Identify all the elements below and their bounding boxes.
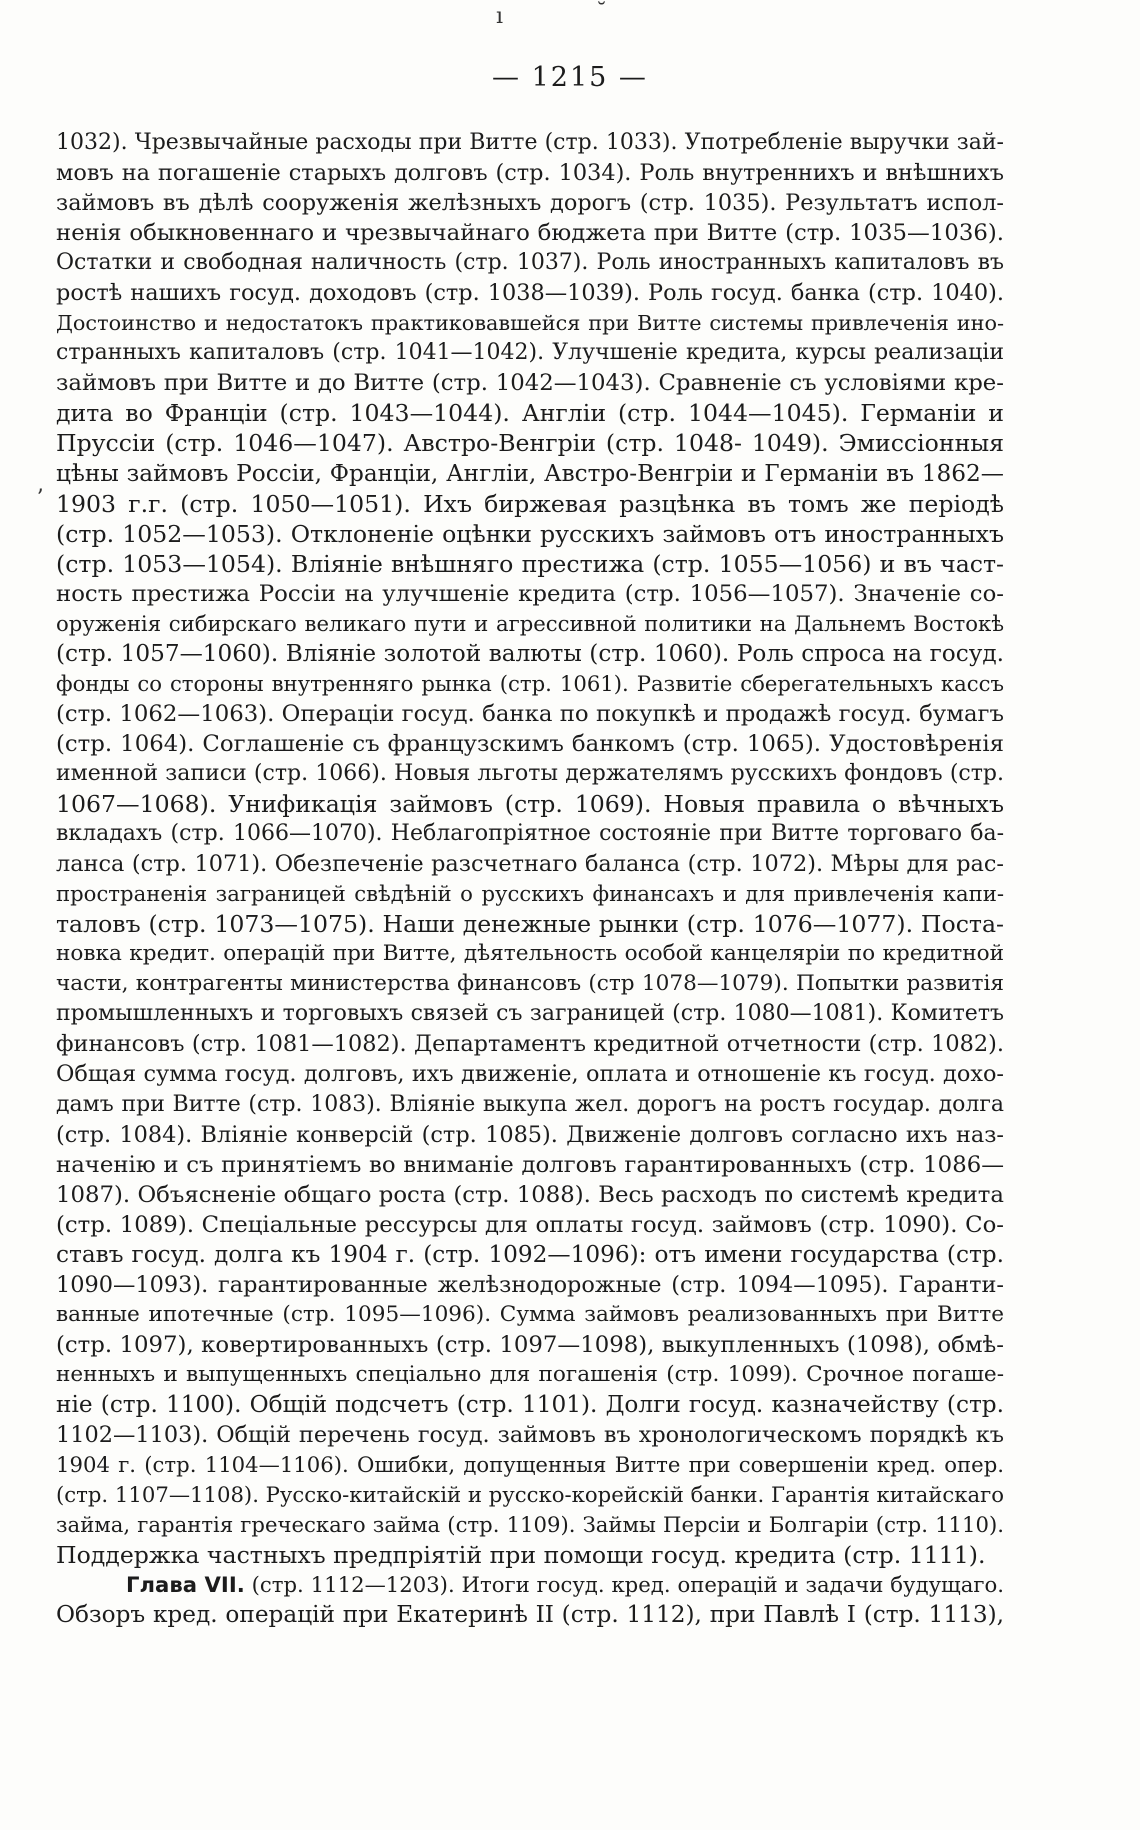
chapter-heading-line [56, 1570, 1004, 1600]
text-line: (стр. 1107—1108). Русско-китайскій и русско-корейскій банки. Гарантія китайскаго [56, 1482, 1004, 1508]
text-line: ность престижа Россіи на улучшеніе кредита (стр. 1056—1057). Значеніе со- [56, 580, 1004, 607]
text-line: 1067—1068). Унификація займовъ (стр. 1069). Новыя правила о вѣчныхъ [56, 790, 1004, 819]
text-line: таловъ (стр. 1073—1075). Наши денежные рынки (стр. 1076—1077). Поста- [56, 910, 1004, 939]
text-line: Общая сумма госуд. долговъ, ихъ движеніе, оплата и отношеніе къ госуд. дохо- [56, 1061, 1004, 1088]
text-line: ставъ госуд. долга къ 1904 г. (стр. 1092—1096): отъ имени государства (стр. [56, 1240, 1004, 1268]
text-line: (стр. 1089). Спеціальные рессурсы для оплаты госуд. займовъ (стр. 1090). Со- [56, 1211, 1004, 1238]
text-line: части, контрагенты министерства финансовъ (стр 1078—1079). Попытки развитія [56, 971, 1004, 997]
text-line: (стр. 1062—1063). Операціи госуд. банка по покупкѣ и продажѣ госуд. бумагъ [56, 700, 1004, 727]
ink-speck: ˘ [596, 0, 607, 25]
text-line: (стр. 1064). Соглашеніе съ французскимъ банкомъ (стр. 1065). Удостовѣренія [56, 730, 1004, 757]
text-line: (стр. 1053—1054). Вліяніе внѣшняго престижа (стр. 1055—1056) и въ част- [56, 549, 1004, 578]
text-line: именной записи (стр. 1066). Новыя льготы держателямъ русскихъ фондовъ (стр. [56, 760, 1004, 786]
text-line: Остатки и свободная наличность (стр. 1037). Роль иностранныхъ капиталовъ въ [56, 250, 1004, 276]
text-line: странныхъ капиталовъ (стр. 1041—1042). Улучшеніе кредита, курсы реализаціи [56, 340, 1004, 366]
text-line: наченію и съ принятіемъ во вниманіе долговъ гарантированныхъ (стр. 1086— [56, 1151, 1004, 1178]
text-line: новка кредит. операцій при Витте, дѣятельность особой канцеляріи по кредитной [56, 941, 1004, 967]
text-line: цѣны займовъ Россіи, Франціи, Англіи, Австро-Венгріи и Германіи въ 1862— [56, 459, 1004, 487]
text-line: ланса (стр. 1071). Обезпеченіе разсчетнаго баланса (стр. 1072). Мѣры для рас- [56, 851, 1004, 878]
text-line: займовъ при Витте и до Витте (стр. 1042—1043). Сравненіе съ условіями кре- [56, 370, 1004, 397]
text-line: займовъ въ дѣлѣ сооруженія желѣзныхъ дорогъ (стр. 1035). Результатъ испол- [56, 190, 1004, 217]
text-line: ненныхъ и выпущенныхъ спеціально для погашенія (стр. 1099). Срочное погаше- [56, 1361, 1004, 1387]
text-line: (стр. 1057—1060). Вліяніе золотой валюты (стр. 1060). Роль спроса на госуд. [56, 639, 1004, 667]
text-line: ростѣ нашихъ госуд. доходовъ (стр. 1038—1039). Роль госуд. банка (стр. 1040). [56, 280, 1004, 307]
text-line: 1032). Чрезвычайные расходы при Витте (стр. 1033). Употребленіе выручки зай- [56, 130, 1004, 155]
text-line: 1904 г. (стр. 1104—1106). Ошибки, допущенныя Витте при совершеніи кред. опер. [56, 1452, 1004, 1478]
text-line: (стр. 1052—1053). Отклоненіе оцѣнки русскихъ займовъ отъ иностранныхъ [56, 519, 1004, 548]
text-line: ванные ипотечные (стр. 1095—1096). Сумма займовъ реализованныхъ при Витте [56, 1301, 1004, 1327]
ink-speck: ı [496, 4, 504, 29]
text-line: 1903 г.г. (стр. 1050—1051). Ихъ биржевая разцѣнка въ томъ же періодѣ [56, 489, 1004, 518]
text-line: пространенія заграницей свѣдѣній о русскихъ финансахъ и для привлеченія капи- [56, 881, 1004, 907]
text-line: займа, гарантія греческаго займа (стр. 1109). Займы Персіи и Болгаріи (стр. 1110). [56, 1512, 1004, 1538]
text-line: ненія обыкновеннаго и чрезвычайнаго бюджета при Витте (стр. 1035—1036). [56, 220, 1004, 247]
text-line: вкладахъ (стр. 1066—1070). Неблагопріятное состояніе при Витте торговаго ба- [56, 821, 1004, 847]
text-line: Достоинство и недостатокъ практиковавшейся при Витте системы привлеченія ино- [56, 311, 1004, 336]
text-line: промышленныхъ и торговыхъ связей съ заграницей (стр. 1080—1081). Комитетъ [56, 1001, 1004, 1027]
text-line-paragraph-end: Поддержка частныхъ предпріятій при помощи госуд. кредита (стр. 1111). [56, 1541, 986, 1570]
text-line: (стр. 1084). Вліяніе конверсій (стр. 1085). Движеніе долговъ согласно ихъ наз- [56, 1121, 1004, 1148]
text-line: 1087). Объясненіе общаго роста (стр. 1088). Весь расходъ по системѣ кредита [56, 1181, 1004, 1208]
text-line: оруженія сибирскаго великаго пути и агрессивной политики на Дальнемъ Востокѣ [56, 610, 1004, 636]
chapter-heading-text: (стр. 1112—1203). Итоги госуд. кред. операцій и задачи будущаго. [251, 1572, 1004, 1598]
text-line: Пруссіи (стр. 1046—1047). Австро-Венгріи (стр. 1048- 1049). Эмиссіонныя [56, 429, 1004, 458]
text-line: дита во Франціи (стр. 1043—1044). Англіи (стр. 1044—1045). Германіи и [56, 399, 1004, 428]
chapter-label: Глава VII. [126, 1572, 245, 1598]
text-line: ніе (стр. 1100). Общій подсчетъ (стр. 1101). Долги госуд. казначейству (стр. [56, 1390, 1004, 1418]
text-line: 1102—1103). Общій перечень госуд. займовъ въ хронологическомъ порядкѣ къ [56, 1422, 1004, 1449]
text-line: дамъ при Витте (стр. 1083). Вліяніе выкупа жел. дорогъ на ростъ государ. долга [56, 1091, 1004, 1117]
page-number: — 1215 — [492, 62, 648, 93]
page-body [56, 128, 1004, 1630]
text-line: финансовъ (стр. 1081—1082). Департаментъ кредитной отчетности (стр. 1082). [56, 1031, 1004, 1058]
text-line: Обзоръ кред. операцій при Екатеринѣ II (стр. 1112), при Павлѣ I (стр. 1113), [56, 1601, 1004, 1629]
text-line: мовъ на погашеніе старыхъ долговъ (стр. 1034). Роль внутреннихъ и внѣшнихъ [56, 160, 1004, 187]
text-line: 1090—1093). гарантированные желѣзнодорожные (стр. 1094—1095). Гаранти- [56, 1271, 1004, 1298]
text-line: (стр. 1097), ковертированныхъ (стр. 1097—1098), выкупленныхъ (1098), обмѣ- [56, 1331, 1004, 1358]
ink-speck: ʼ [36, 486, 43, 511]
text-line: фонды со стороны внутренняго рынка (стр. 1061). Развитіе сберегательныхъ кассъ [56, 670, 1004, 696]
